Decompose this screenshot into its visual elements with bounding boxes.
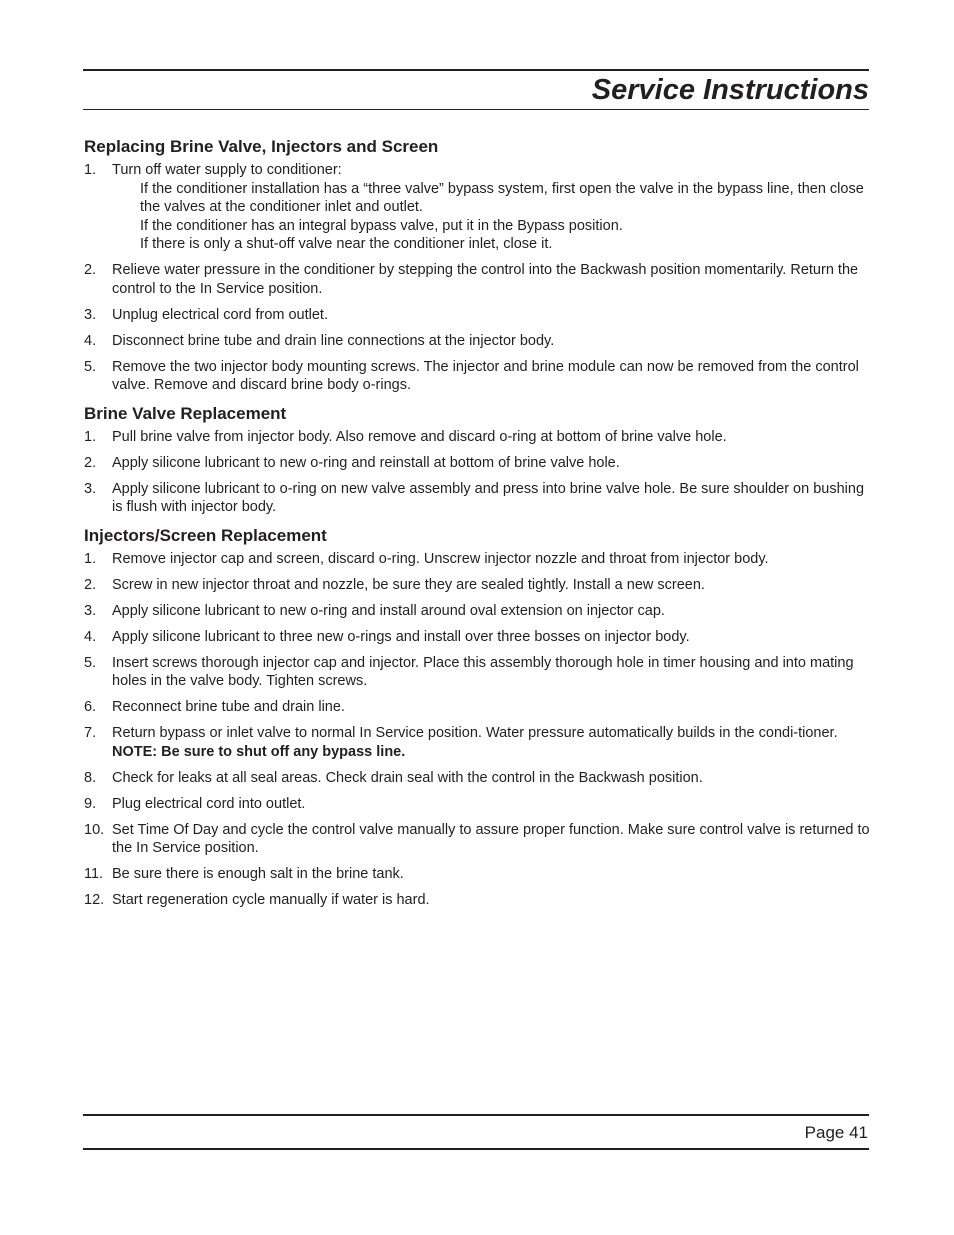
page-content	[84, 134, 870, 910]
step-text: Apply silicone lubricant to new o-ring and install around oval extension on injector cap.	[112, 602, 665, 619]
step-text: Set Time Of Day and cycle the control valve manually to assure proper function. Make sure control valve is returned to the In Service position.	[112, 821, 870, 856]
list-item	[84, 698, 870, 717]
step-number: 10.	[84, 821, 105, 838]
step-number: 1.	[84, 550, 97, 567]
section-heading-replacing-brine-valve: Replacing Brine Valve, Injectors and Screen	[84, 137, 439, 156]
step-text: Screw in new injector throat and nozzle, be sure they are sealed tightly. Install a new screen.	[112, 576, 705, 593]
injectors-steps-list	[84, 550, 870, 910]
step-text: Start regeneration cycle manually if water is hard.	[112, 892, 430, 908]
step-text: Unplug electrical cord from outlet.	[112, 306, 328, 323]
list-item	[84, 480, 870, 517]
list-item	[84, 306, 870, 325]
section-heading-brine-valve-replacement: Brine Valve Replacement	[84, 403, 287, 423]
list-item	[84, 654, 870, 691]
page-title: Service Instructions	[591, 74, 869, 106]
list-item	[84, 821, 870, 858]
section-heading-injectors-screen-replacement: Injectors/Screen Replacement	[84, 525, 327, 545]
step-text: Plug electrical cord into outlet.	[112, 795, 306, 812]
sub-step: If the conditioner installation has a “three valve” bypass system, first open the valve in the bypass line, then close the valves at the conditioner inlet and outlet.	[140, 180, 864, 215]
step-number: 2.	[84, 454, 97, 471]
step-number: 2.	[84, 576, 97, 593]
step-number: 12.	[84, 892, 105, 908]
replacing-steps-list	[84, 161, 870, 395]
list-item	[84, 628, 870, 647]
header-bottom-rule	[83, 109, 869, 110]
step-text: Return bypass or inlet valve to normal In Service position. Water pressure automatically builds in the condi-tioner.	[112, 725, 838, 741]
sub-step: If there is only a shut-off valve near the conditioner inlet, close it.	[140, 236, 553, 252]
step-number: 11.	[84, 866, 104, 882]
step-number: 8.	[84, 769, 97, 786]
list-item	[84, 795, 870, 814]
list-item	[84, 769, 870, 788]
step-number: 4.	[84, 332, 97, 349]
page-number: Page 41	[804, 1123, 868, 1142]
step-text: Relieve water pressure in the conditioner by stepping the control into the Backwash position momentarily. Return the control to the In Service position.	[112, 262, 859, 297]
step-number: 3.	[84, 480, 97, 497]
list-item	[84, 454, 870, 473]
step-number: 2.	[84, 262, 97, 278]
step-text: Remove injector cap and screen, discard o-ring. Unscrew injector nozzle and throat from injector body.	[112, 550, 769, 567]
step-number: 3.	[84, 602, 97, 619]
step-text: Be sure there is enough salt in the brine tank.	[112, 866, 404, 882]
list-item	[84, 358, 870, 395]
step-text: Pull brine valve from injector body. Also remove and discard o-ring at bottom of brine valve hole.	[112, 428, 727, 445]
step-number: 5.	[84, 358, 97, 375]
footer-top-rule	[83, 1114, 869, 1116]
step-text: Reconnect brine tube and drain line.	[112, 699, 345, 715]
step-text: Disconnect brine tube and drain line connections at the injector body.	[112, 332, 555, 349]
list-item	[84, 891, 870, 910]
sub-step: If the conditioner has an integral bypass valve, put it in the Bypass position.	[140, 217, 623, 234]
step-number: 3.	[84, 306, 97, 323]
step-number: 7.	[84, 725, 97, 741]
brine-valve-steps-list	[84, 428, 870, 517]
list-item	[84, 865, 870, 884]
step-number: 4.	[84, 628, 97, 645]
list-item	[84, 602, 870, 621]
list-item	[84, 550, 870, 569]
step-number: 1.	[84, 162, 97, 178]
step-text: Remove the two injector body mounting screws. The injector and brine module can now be removed from the control valve. Remove and discard brine body o-rings.	[112, 358, 859, 393]
bypass-note: NOTE: Be sure to shut off any bypass line.	[112, 743, 406, 760]
step-text: Turn off water supply to conditioner:	[112, 162, 342, 178]
list-item	[84, 261, 870, 298]
list-item	[84, 161, 870, 254]
list-item	[84, 724, 870, 761]
footer-bottom-rule	[83, 1148, 869, 1150]
list-item	[84, 576, 870, 595]
step-number: 1.	[84, 428, 97, 445]
step-text: Apply silicone lubricant to three new o-rings and install over three bosses on injector body.	[112, 628, 690, 645]
header-top-rule	[83, 69, 869, 71]
list-item	[84, 428, 870, 447]
step-text: Check for leaks at all seal areas. Check drain seal with the control in the Backwash position.	[112, 769, 703, 786]
list-item	[84, 332, 870, 351]
step-text: Insert screws thorough injector cap and injector. Place this assembly thorough hole in timer housing and into mating holes in the valve body. Tighten screws.	[112, 654, 854, 689]
step-text: Apply silicone lubricant to o-ring on new valve assembly and press into brine valve hole. Be sure shoulder on bushing is flush with injector body.	[112, 480, 865, 515]
step-number: 6.	[84, 699, 97, 715]
step-number: 9.	[84, 795, 97, 812]
step-number: 5.	[84, 654, 97, 671]
step-text: Apply silicone lubricant to new o-ring and reinstall at bottom of brine valve hole.	[112, 454, 620, 471]
